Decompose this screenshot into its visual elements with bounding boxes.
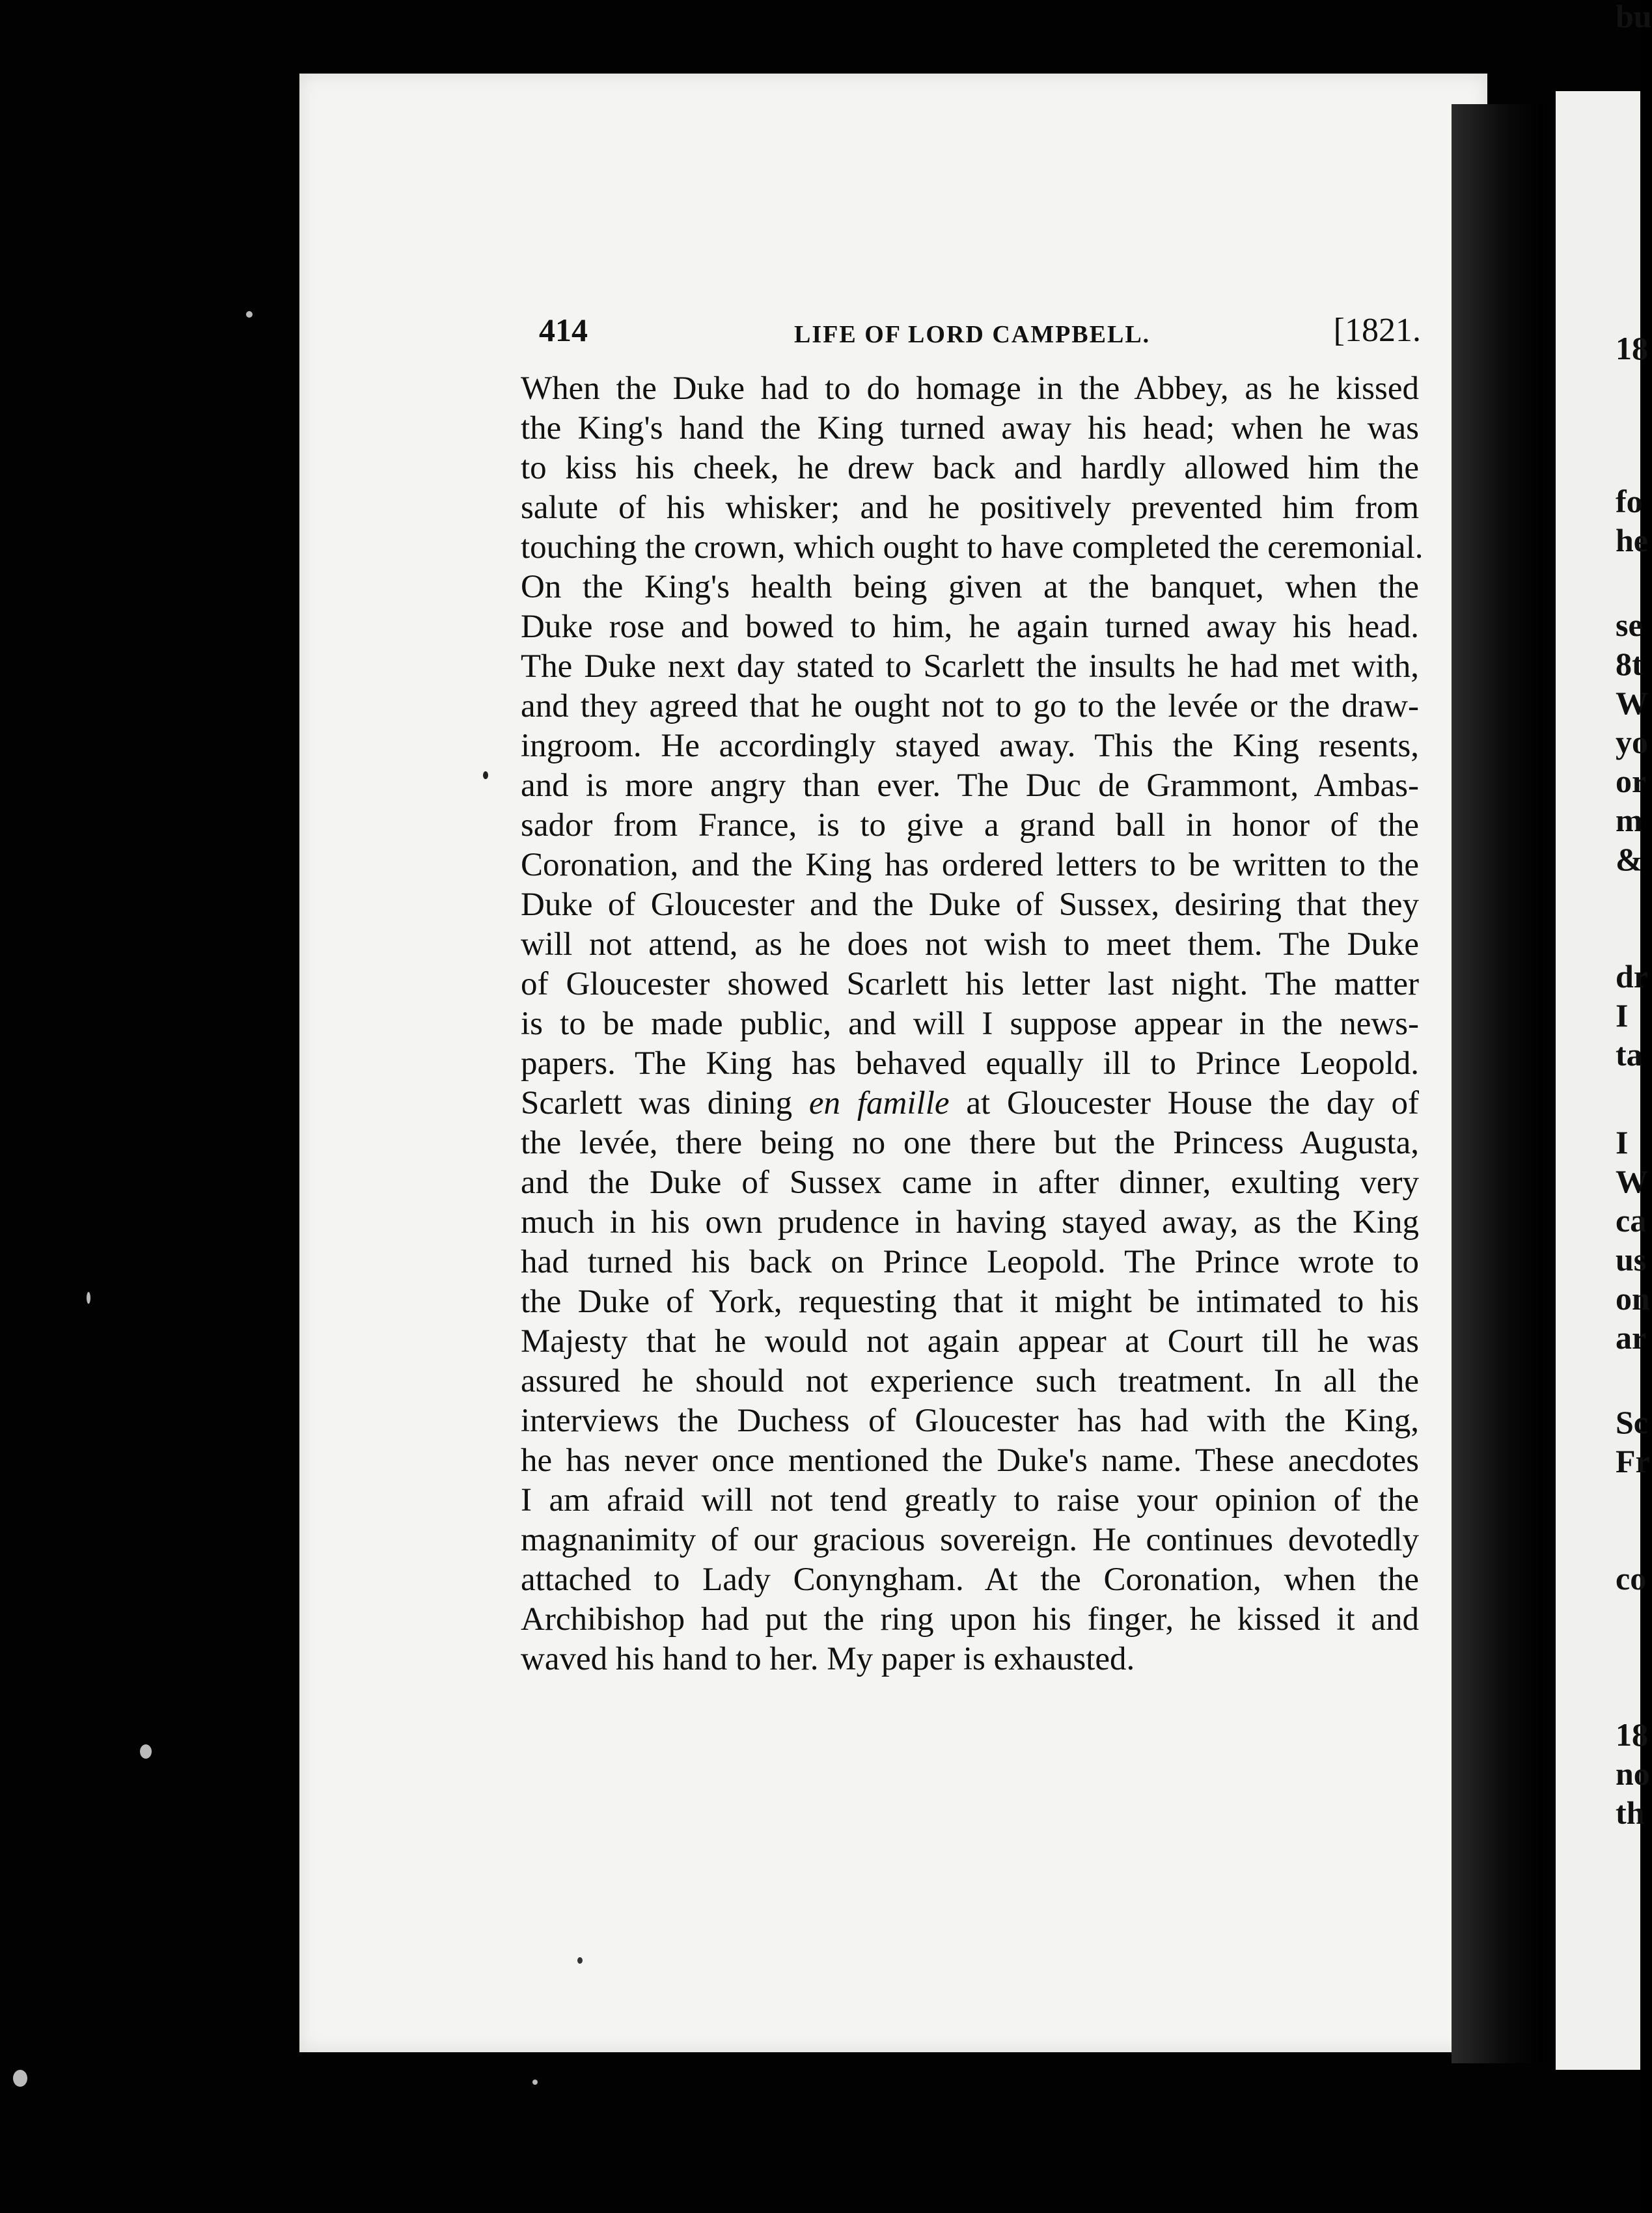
adjacent-page-fragment: co — [1616, 1560, 1647, 1597]
text-segment: papers. The King has behaved equally ill to Prince Leopold. — [521, 1045, 1419, 1082]
text-segment: had turned his back on Prince Leopold. The Prince wrote to — [521, 1244, 1419, 1280]
adjacent-page-fragment: Fr — [1616, 1443, 1650, 1479]
text-line — [521, 528, 1424, 568]
text-segment: Majesty that he would not again appear at Court till he was — [521, 1323, 1419, 1360]
running-head — [539, 311, 1421, 357]
text-line — [521, 647, 1419, 687]
text-line — [521, 1004, 1419, 1044]
text-segment: attached to Lady Conyngham. At the Coronation, when the — [521, 1561, 1419, 1598]
adjacent-page-fragment: se — [1616, 607, 1643, 643]
adjacent-page-fragment: & — [1616, 841, 1643, 877]
text-line — [521, 607, 1419, 647]
text-segment: and is more angry than ever. The Duc de Grammont, Ambas- — [521, 767, 1419, 804]
adjacent-page-fragment: I — [1616, 1124, 1629, 1161]
dust-speck — [87, 1292, 90, 1304]
body-text — [521, 369, 1424, 1679]
text-line — [521, 1560, 1419, 1600]
text-segment: will not attend, as he does not wish to meet them. The Duke — [521, 926, 1419, 963]
text-segment: to kiss his cheek, he drew back and hardly allowed him the — [521, 450, 1419, 486]
text-segment: salute of his whisker; and he positively prevented him from — [521, 489, 1419, 526]
text-segment: waved his hand to her. My paper is exhausted. — [521, 1641, 1135, 1677]
text-segment: the levée, there being no one there but the Princess Augusta, — [521, 1125, 1419, 1161]
dust-speck — [140, 1744, 152, 1759]
text-line — [521, 1163, 1419, 1203]
text-line — [521, 1243, 1419, 1282]
text-segment: ingroom. He accordingly stayed away. This the King resents, — [521, 728, 1419, 764]
text-line — [521, 1600, 1419, 1640]
text-segment: The Duke next day stated to Scarlett the insults he had met with, — [521, 648, 1419, 685]
adjacent-page-fragment: th — [1616, 1794, 1645, 1831]
text-segment: and the Duke of Sussex came in after dinner, exulting very — [521, 1164, 1419, 1201]
text-line — [521, 369, 1419, 409]
adjacent-page-fragment: 8t — [1616, 646, 1643, 682]
text-line — [521, 845, 1419, 885]
text-segment: interviews the Duchess of Gloucester has had with the King, — [521, 1403, 1419, 1439]
text-line — [521, 448, 1419, 488]
adjacent-page-fragment: dr — [1616, 958, 1648, 995]
text-segment: at Gloucester House the day of — [949, 1085, 1419, 1121]
text-segment: When the Duke had to do homage in the Abbey, as he kissed — [521, 370, 1419, 407]
text-line — [521, 965, 1419, 1004]
text-line — [521, 1640, 1419, 1679]
text-segment: sador from France, is to give a grand ball in honor of the — [521, 807, 1419, 844]
text-line — [521, 806, 1419, 845]
text-segment: Duke rose and bowed to him, he again turned away his head. — [521, 609, 1419, 645]
text-line — [521, 1362, 1419, 1401]
text-line — [521, 1123, 1419, 1163]
text-segment: of Gloucester showed Scarlett his letter last night. The matter — [521, 966, 1419, 1002]
adjacent-page-fragment: us — [1616, 1241, 1647, 1278]
running-year: [1821. — [1333, 312, 1421, 349]
text-line — [521, 687, 1419, 726]
text-line — [521, 1401, 1419, 1441]
text-segment: assured he should not experience such treatment. In all the — [521, 1363, 1419, 1399]
adjacent-page-fragment: W — [1616, 1163, 1648, 1200]
text-line — [521, 1520, 1419, 1560]
adjacent-page-fragment: 18 — [1616, 330, 1648, 366]
text-line — [521, 766, 1419, 806]
text-segment: is to be made public, and will I suppose appear in the news- — [521, 1006, 1419, 1042]
text-line — [521, 885, 1419, 925]
adjacent-page-fragment: ar — [1616, 1319, 1647, 1356]
text-line — [521, 1203, 1419, 1243]
text-line — [521, 1441, 1419, 1481]
dust-speck — [246, 311, 253, 318]
adjacent-page-fragment: I — [1616, 997, 1629, 1034]
adjacent-page-fragment: 18 — [1616, 1716, 1648, 1753]
text-line — [521, 1282, 1419, 1322]
adjacent-page-fragment: W — [1616, 685, 1648, 721]
text-segment: much in his own prudence in having stayed away, as the King — [521, 1204, 1419, 1241]
adjacent-page-fragment: ca — [1616, 1202, 1647, 1239]
text-segment: magnanimity of our gracious sovereign. He continues devotedly — [521, 1522, 1419, 1558]
text-segment: Scarlett was dining — [521, 1085, 809, 1121]
dust-speck — [532, 2080, 538, 2085]
text-line — [521, 1044, 1419, 1084]
adjacent-page-fragment: on — [1616, 1280, 1650, 1317]
text-segment: On the King's health being given at the banquet, when the — [521, 569, 1419, 605]
text-line — [521, 726, 1419, 766]
text-segment: and they agreed that he ought not to go to the levée or the draw- — [521, 688, 1419, 724]
text-segment: Duke of Gloucester and the Duke of Sussex, desiring that they — [521, 887, 1419, 923]
text-segment: I am afraid will not tend greatly to raise your opinion of the — [521, 1482, 1419, 1519]
text-segment: the King's hand the King turned away his head; when he was — [521, 410, 1419, 447]
adjacent-page-fragment: fo — [1616, 483, 1643, 519]
dust-speck — [577, 1957, 583, 1964]
text-line — [521, 568, 1419, 607]
running-title: LIFE OF LORD CAMPBELL. — [794, 321, 1151, 348]
adjacent-page-fragment: ta — [1616, 1036, 1643, 1073]
adjacent-page-fragment: no — [1616, 1755, 1650, 1792]
text-line — [521, 1084, 1419, 1123]
adjacent-page-fragment: m — [1616, 802, 1643, 838]
dust-speck — [483, 771, 488, 779]
text-segment: Coronation, and the King has ordered letters to be written to the — [521, 847, 1419, 883]
text-line — [521, 409, 1419, 448]
text-line — [521, 1481, 1419, 1520]
dust-speck — [13, 2070, 27, 2087]
text-line — [521, 925, 1419, 965]
adjacent-page-fragment: or — [1616, 763, 1647, 799]
page-gutter-shadow — [1452, 104, 1543, 2063]
adjacent-page-fragment: Sc — [1616, 1404, 1648, 1440]
text-line — [521, 1322, 1419, 1362]
text-line — [521, 488, 1419, 528]
text-segment: he has never once mentioned the Duke's name. These anecdotes — [521, 1442, 1419, 1479]
page-number: 414 — [539, 312, 588, 348]
text-segment: the Duke of York, requesting that it might be intimated to his — [521, 1284, 1419, 1320]
adjacent-page-fragment: bu — [1616, 0, 1652, 34]
adjacent-page-fragment: yo — [1616, 724, 1648, 760]
text-segment: touching the crown, which ought to have completed the ceremonial. — [521, 529, 1424, 566]
text-segment: Archibishop had put the ring upon his finger, he kissed it and — [521, 1601, 1419, 1638]
adjacent-page-fragment: he — [1616, 522, 1648, 558]
italic-phrase: en famille — [808, 1085, 950, 1121]
